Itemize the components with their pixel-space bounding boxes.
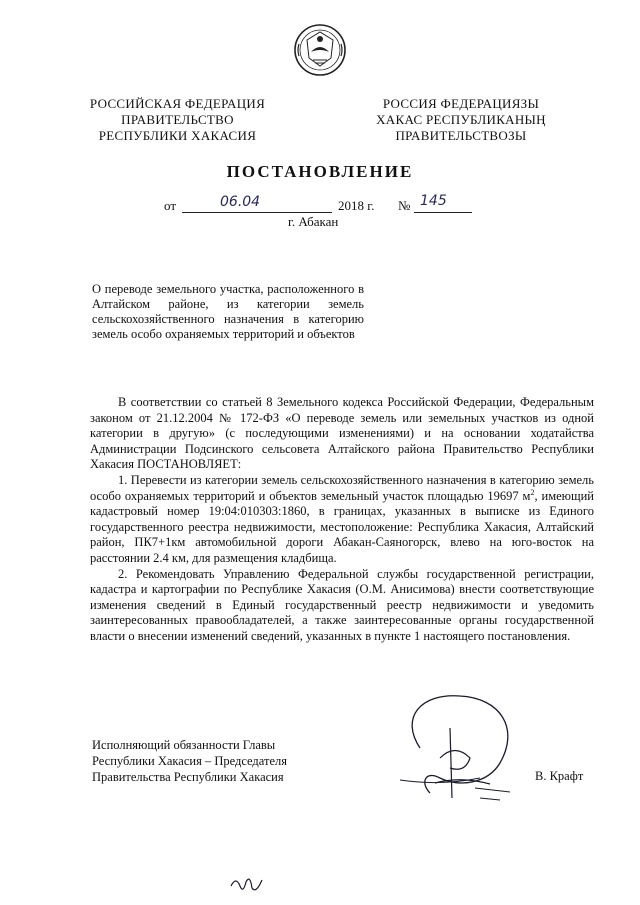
number-underline: [414, 212, 472, 213]
signatory-position: [92, 737, 287, 785]
header-right-line: ХАКАС РЕСПУБЛИКАНЫҢ: [376, 112, 546, 127]
header-right: [366, 96, 556, 144]
header-left-line: РЕСПУБЛИКИ ХАКАСИЯ: [98, 128, 257, 143]
superscript-2: 2: [530, 487, 535, 497]
date-year: 2018 г.: [338, 198, 375, 213]
signatory-position-line: Республики Хакасия – Председателя: [92, 754, 288, 768]
document-body: [90, 395, 594, 645]
header-left-line: ПРАВИТЕЛЬСТВО: [121, 112, 234, 127]
header-right-line: РОССИЯ ФЕДЕРАЦИЯЗЫ: [382, 96, 540, 111]
document-title: ПОСТАНОВЛЕНИЕ: [226, 162, 414, 181]
date-from-label: от: [164, 198, 177, 213]
handwritten-initials-mark: [228, 872, 268, 898]
date-underline: [182, 212, 332, 213]
signatory-position-line: Исполняющий обязанности Главы: [92, 738, 276, 752]
item-1-text-continued: , имеющий кадастровый номер 19:04:010303:1860, в границах, указанных в выписке из Единого государственного реестра недвижимости, местоположение: Республика Хакасия, Алтайский район, ПК7+1км автомобильной дороги Абакан-Саяногорск, влево на юго-восток на расстоянии 2.4 км, для размещения кладбища.: [90, 488, 594, 565]
document-subject: О переводе земельного участка, расположенного в Алтайском районе, из категории земель сельскохозяйственного назначения в категорию земель особо охраняемых территорий и объектов: [92, 282, 364, 341]
header-right-line: ПРАВИТЕЛЬСТВОЗЫ: [395, 128, 527, 143]
item-1-paragraph: [90, 473, 594, 567]
coat-of-arms-emblem: [293, 22, 347, 78]
item-1-text: 1. Перевести из категории земель сельскохозяйственного назначения в категорию земель особо охраняемых территорий и объектов земельный участок площадью 19697 м: [90, 472, 594, 503]
signatory-position-line: Правительства Республики Хакасия: [92, 770, 284, 784]
handwritten-number: 145: [420, 193, 447, 209]
city: г. Абакан: [288, 214, 339, 229]
number-label: №: [398, 198, 411, 213]
header-left-line: РОССИЙСКАЯ ФЕДЕРАЦИЯ: [89, 96, 266, 111]
signatory-name: В. Крафт: [535, 769, 584, 783]
preamble-paragraph: В соответствии со статьей 8 Земельного кодекса Российской Федерации, Федеральным законом от 21.12.2004 № 172-ФЗ «О переводе земель или земельных участков из одной категории в другую» (с последующими изменениями) и на основании ходатайства Администрации Подсинского сельсовета Алтайского района Правительство Республики Хакасия ПОСТАНОВЛЯЕТ:: [90, 395, 594, 472]
handwritten-date: 06.04: [220, 194, 261, 210]
header-left: [85, 96, 270, 144]
item-2-paragraph: 2. Рекомендовать Управлению Федеральной службы государственной регистрации, кадастра и картографии по Республике Хакасия (О.М. Анисимова) внести соответствующие изменения сведений в Единый государственный реестр недвижимости и уведомить заинтересованных правообладателей, а также заинтересованные органы государственной власти о внесении изменений сведений, указанных в пункте 1 настоящего постановления.: [90, 566, 594, 643]
handwritten-signature: [380, 688, 540, 818]
